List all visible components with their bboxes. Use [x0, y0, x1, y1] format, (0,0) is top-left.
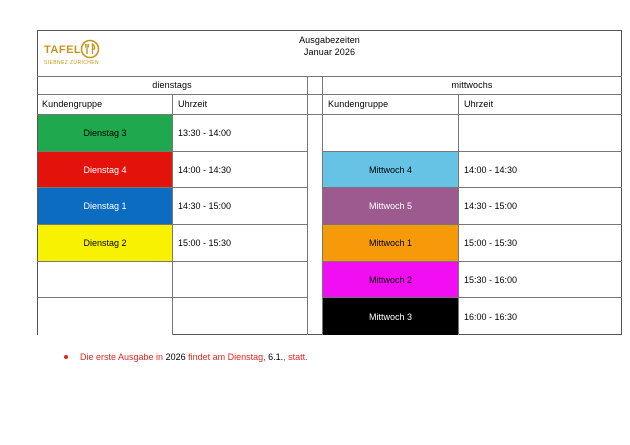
left-time-cell: 14:30 - 15:00 [178, 201, 232, 211]
logo-subtitle: SIEBNEZ ZÜRICHEN [44, 60, 100, 66]
column-header-kundengruppe-right: Kundengruppe [328, 99, 389, 109]
left-time-cell: 14:00 - 14:30 [178, 164, 232, 175]
right-group-cell: Mittwoch 5 [323, 188, 458, 224]
right-group-cell: Mittwoch 2 [323, 262, 458, 297]
right-group-cell: Mittwoch 4 [323, 152, 458, 187]
page-subtitle: Januar 2026 [303, 47, 356, 57]
left-group-cell: Dienstag 3 [38, 115, 172, 151]
left-time-cell: 13:30 - 14:00 [178, 128, 232, 138]
column-header-uhrzeit-left: Uhrzeit [178, 99, 208, 109]
right-group-cell: Mittwoch 3 [323, 298, 458, 335]
right-time-cell: 16:00 - 16:30 [464, 311, 518, 322]
logo-text: TAFEL [44, 44, 82, 56]
day-header-dienstags: dienstags [152, 80, 192, 90]
column-header-kundengruppe-left: Kundengruppe [42, 99, 103, 109]
day-header-mittwochs: mittwochs [451, 80, 493, 90]
left-time-cell: 15:00 - 15:30 [178, 238, 232, 248]
right-time-cell: 14:00 - 14:30 [464, 164, 518, 175]
right-time-cell: 15:00 - 15:30 [464, 238, 518, 248]
left-group-cell: Dienstag 4 [38, 152, 172, 187]
column-header-uhrzeit-right: Uhrzeit [464, 99, 494, 109]
note-text: Die erste Ausgabe in 2026 findet am Dienstag, 6.1., statt. [80, 352, 308, 362]
left-group-cell: Dienstag 1 [38, 188, 172, 224]
right-time-cell: 15:30 - 16:00 [464, 274, 518, 285]
bullet-icon [64, 355, 68, 359]
left-group-cell: Dienstag 2 [38, 225, 172, 261]
right-time-cell: 14:30 - 15:00 [464, 201, 518, 211]
right-group-cell [323, 115, 458, 151]
right-group-cell: Mittwoch 1 [323, 225, 458, 261]
left-group-cell [38, 298, 172, 335]
page-title: Ausgabezeiten [299, 35, 360, 45]
left-group-cell [38, 262, 172, 297]
